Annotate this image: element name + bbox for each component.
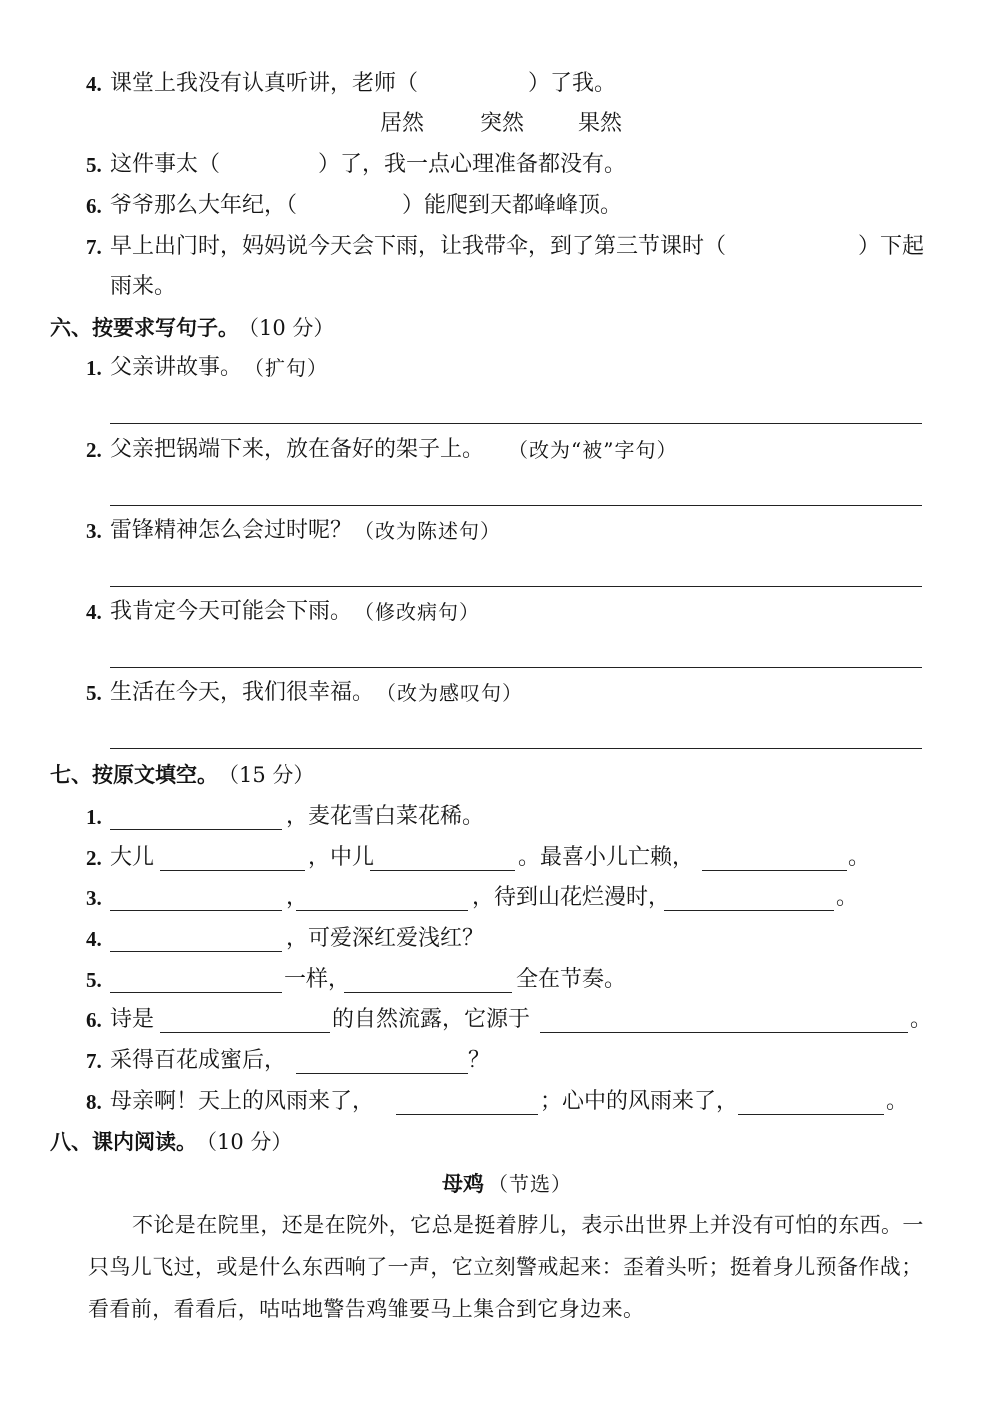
fill-blank[interactable] (110, 829, 282, 830)
item-text: 爷爷那么大年纪，（ (110, 193, 298, 218)
fill-blank[interactable] (110, 992, 282, 993)
item-number: 2. (86, 846, 102, 870)
section-title: 八、课内阅读。 (50, 1129, 197, 1154)
item-text: 一样， (284, 967, 351, 992)
section-title: 六、按要求写句子。 (50, 315, 239, 340)
item-text: 雨来。 (110, 274, 177, 299)
item-text: 大儿 (110, 845, 155, 870)
item-text-end: ）下起 (858, 234, 925, 259)
passage-subtitle: （节选） (488, 1172, 572, 1196)
item-number: 7. (86, 235, 102, 259)
item-text: 的自然流露，它源于 (332, 1007, 531, 1032)
item-text: 父亲讲故事。 (110, 355, 243, 380)
item-number: 6. (86, 194, 102, 218)
option-word: 居然 (380, 111, 425, 136)
item-text: 早上出门时，妈妈说今天会下雨，让我带伞，到了第三节课时（ (110, 234, 727, 259)
passage-text: 不论是在院里，还是在院外，它总是挺着脖儿，表示出世界上并没有可怕的东西。一只鸟儿飞过，或是什么东西响了一声，它立刻警戒起来：歪着头听；挺着身儿预备作战；看看前，看看后，咕咕地警告鸡雏要马上集合到它身边来。 (88, 1213, 924, 1321)
item-number: 5. (86, 681, 102, 705)
fill-blank[interactable] (344, 992, 512, 993)
answer-line[interactable] (110, 748, 922, 749)
fill-blank[interactable] (540, 1032, 908, 1033)
fill-blank[interactable] (296, 1073, 468, 1074)
section-title: 七、按原文填空。 (50, 762, 218, 787)
answer-line[interactable] (110, 667, 922, 668)
section-points: （10 分） (238, 316, 335, 340)
item-number: 8. (86, 1090, 102, 1114)
answer-line[interactable] (110, 505, 922, 506)
section-points: （10 分） (196, 1130, 293, 1154)
item-text: 。 (836, 885, 859, 910)
item-text-end: ）了，我一点心理准备都没有。 (318, 152, 627, 177)
item-text: ，中儿 (308, 845, 375, 870)
item-number: 5. (86, 153, 102, 177)
item-text: ？ (468, 1048, 491, 1073)
item-text: 全在节奏。 (516, 967, 627, 992)
fill-blank[interactable] (702, 870, 847, 871)
item-number: 4. (86, 927, 102, 951)
item-text: ；心中的风雨来了， (540, 1089, 739, 1114)
answer-line[interactable] (110, 423, 922, 424)
item-text: 。 (886, 1089, 909, 1114)
item-text: ， (286, 885, 309, 910)
item-note: （改为“被”字句） (508, 438, 678, 462)
fill-blank[interactable] (738, 1114, 884, 1115)
item-text: 母亲啊！天上的风雨来了， (110, 1089, 375, 1114)
item-text: 。 (848, 845, 871, 870)
item-text: 这件事太（ (110, 152, 221, 177)
fill-blank[interactable] (110, 910, 282, 911)
item-text: ，可爱深红爱浅红？ (286, 926, 485, 951)
item-number: 3. (86, 519, 102, 543)
item-text: ，待到山花烂漫时， (472, 885, 671, 910)
fill-blank[interactable] (296, 910, 468, 911)
item-number: 2. (86, 438, 102, 462)
fill-blank[interactable] (160, 870, 305, 871)
fill-blank[interactable] (664, 910, 834, 911)
item-note: （修改病句） (354, 600, 480, 624)
item-number: 1. (86, 356, 102, 380)
item-text: 雷锋精神怎么会过时呢？ (110, 518, 353, 543)
passage-title: 母鸡 (442, 1171, 484, 1196)
item-number: 3. (86, 886, 102, 910)
item-text: 诗是 (110, 1007, 155, 1032)
option-word: 突然 (480, 111, 525, 136)
item-text: 采得百花成蜜后， (110, 1048, 287, 1073)
answer-line[interactable] (110, 586, 922, 587)
item-text-end: ）了我。 (528, 71, 617, 96)
fill-blank[interactable] (160, 1032, 330, 1033)
fill-blank[interactable] (370, 870, 515, 871)
item-text: 我肯定今天可能会下雨。 (110, 599, 353, 624)
item-note: （改为感叹句） (376, 681, 523, 705)
item-text: 。最喜小儿亡赖， (518, 845, 695, 870)
item-note: （扩句） (244, 356, 328, 380)
option-word: 果然 (578, 111, 623, 136)
item-note: （改为陈述句） (354, 519, 501, 543)
fill-blank[interactable] (396, 1114, 538, 1115)
item-text: 父亲把锅端下来，放在备好的架子上。 (110, 437, 485, 462)
item-text: 。 (910, 1007, 933, 1032)
section-points: （15 分） (218, 763, 315, 787)
item-text: 课堂上我没有认真听讲，老师（ (110, 71, 419, 96)
fill-blank[interactable] (110, 951, 282, 952)
item-text: 生活在今天，我们很幸福。 (110, 680, 375, 705)
item-number: 5. (86, 968, 102, 992)
item-number: 4. (86, 600, 102, 624)
item-text-end: ）能爬到天都峰峰顶。 (402, 193, 623, 218)
item-number: 7. (86, 1049, 102, 1073)
item-text: ，麦花雪白菜花稀。 (286, 804, 485, 829)
item-number: 1. (86, 805, 102, 829)
item-number: 4. (86, 72, 102, 96)
item-number: 6. (86, 1008, 102, 1032)
